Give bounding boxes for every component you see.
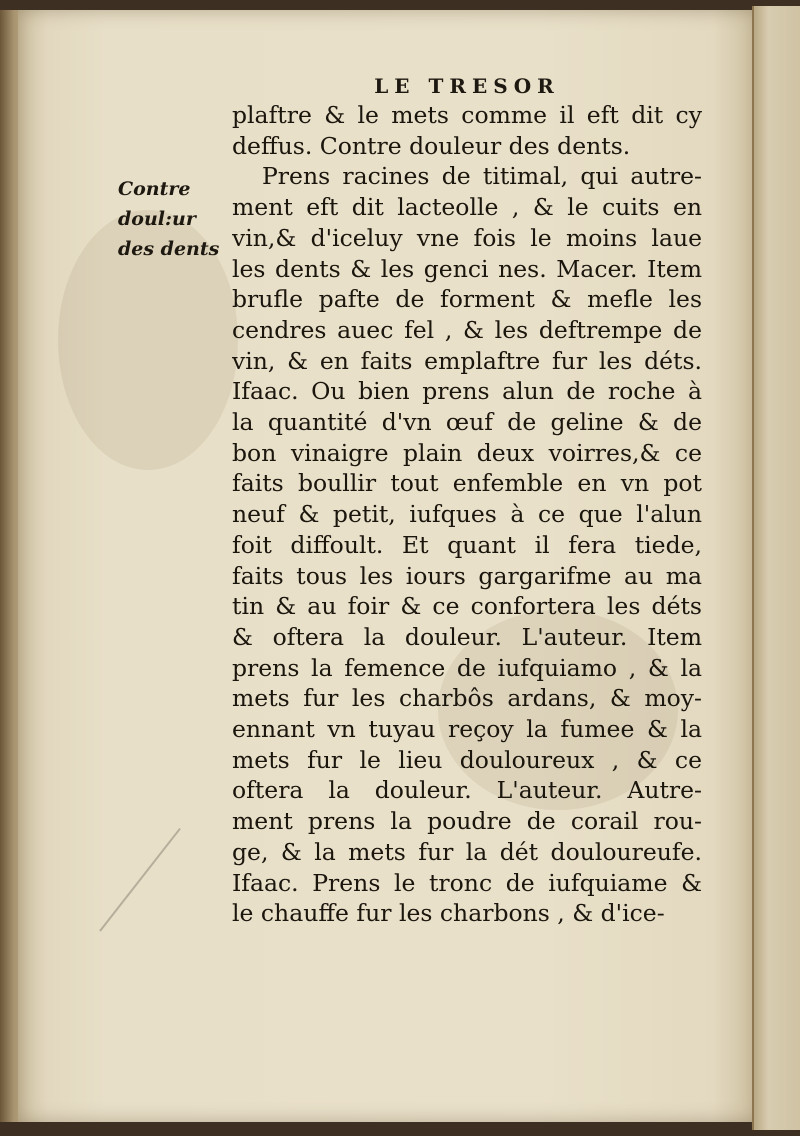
- text-line: mets fur le lieu douloureux , & ce: [232, 745, 702, 774]
- text-line: ment eft dit lacteolle , & le cuits en: [232, 193, 702, 222]
- text-line: le chauffe fur les charbons , & d'ice-: [232, 899, 665, 928]
- text-line: Ifaac. Prens le tronc de iufquiame &: [232, 868, 702, 897]
- margin-note-line: doul:ur: [118, 208, 196, 230]
- text-line: ment prens la poudre de corail rou-: [232, 807, 702, 836]
- text-line: ge, & la mets fur la dét douloureufe.: [232, 837, 702, 866]
- margin-note: [118, 174, 228, 264]
- text-line: oftera la douleur. L'auteur. Autre-: [232, 776, 702, 805]
- text-line: prens la femence de iufquiamo , & la: [232, 653, 702, 682]
- text-line: Ifaac. Ou bien prens alun de roche à: [232, 377, 702, 406]
- text-line: vin, & en faits emplaftre fur les déts.: [232, 346, 702, 375]
- text-line: bon vinaigre plain deux voirres,& ce: [232, 438, 702, 467]
- text-line: la quantité d'vn œuf de geline & de: [232, 408, 702, 437]
- text-line: plaftre & le mets comme il eft dit cy: [232, 101, 702, 129]
- text-line: & oftera la douleur. L'auteur. Item: [232, 622, 702, 651]
- body-text: [232, 100, 702, 929]
- text-line: les dents & les genci nes. Macer. Item: [232, 254, 702, 283]
- text-line: foit diffoult. Et quant il fera tiede,: [232, 530, 702, 559]
- text-line: deffus. Contre douleur des dents.: [232, 131, 631, 160]
- running-header: LE TRESOR: [374, 74, 560, 98]
- text-line: cendres auec fel , & les deftrempe de: [232, 315, 702, 344]
- text-line: faits tous les iours gargarifme au ma: [232, 561, 702, 590]
- margin-note-line: Contre: [118, 178, 191, 200]
- text-line: brufle pafte de forment & mefle les: [232, 285, 702, 314]
- text-line: vin,& d'iceluy vne fois le moins laue: [232, 223, 702, 252]
- text-line: faits boullir tout enfemble en vn pot: [232, 469, 702, 498]
- text-line: neuf & petit, iufques à ce que l'alun: [232, 500, 702, 529]
- text-line: ennant vn tuyau reçoy la fumee & la: [232, 715, 702, 744]
- next-page-edge: [752, 6, 800, 1130]
- text-line: tin & au foir & ce confortera les déts: [232, 592, 702, 621]
- text-line: mets fur les charbôs ardans, & moy-: [232, 684, 702, 713]
- text-line: Prens racines de titimal, qui autre-: [262, 162, 702, 191]
- margin-note-line: des dents: [118, 238, 220, 260]
